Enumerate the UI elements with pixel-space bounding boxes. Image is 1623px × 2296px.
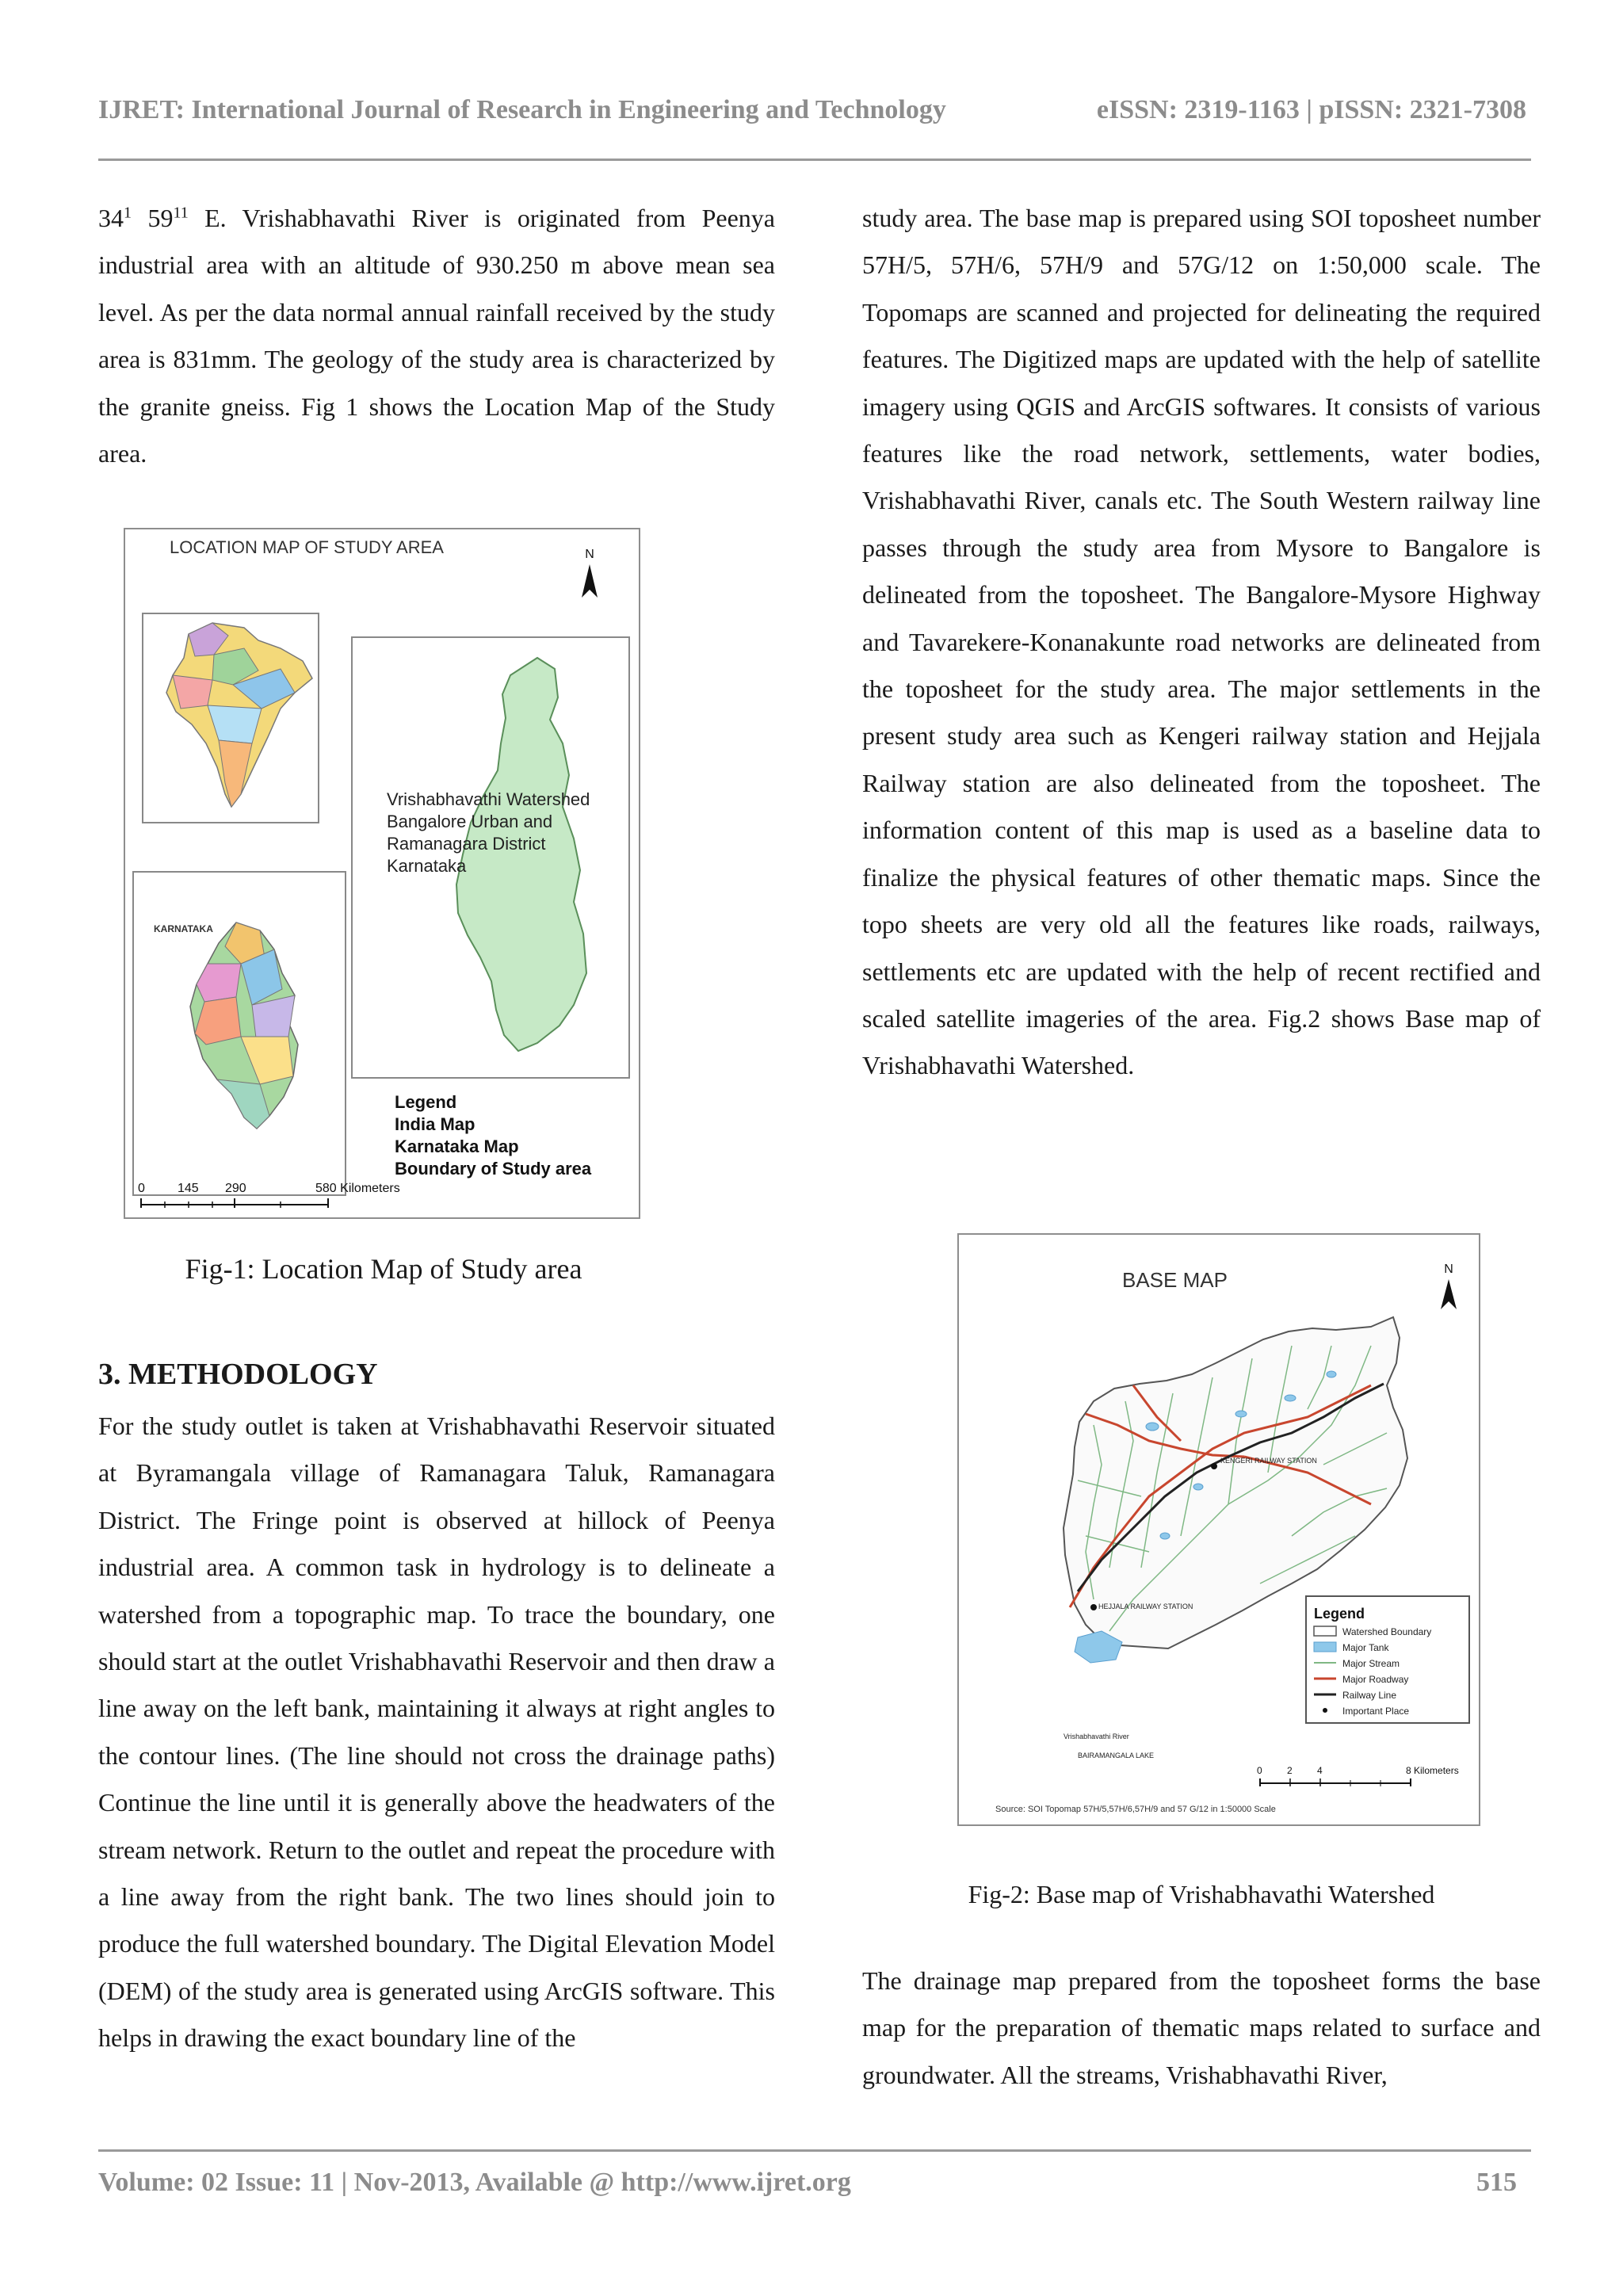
left-intro-paragraph: [98, 195, 775, 477]
coord-minute-sup: 11: [173, 204, 189, 222]
river-label: Vrishabhavathi River: [1064, 1733, 1129, 1740]
running-header: [98, 95, 1526, 139]
fig1-legend-india: India Map: [395, 1114, 475, 1134]
svg-text:0: 0: [138, 1182, 145, 1195]
kengeri-station-label: KENGERI RAILWAY STATION: [1220, 1457, 1317, 1465]
legend-important-place: Important Place: [1342, 1706, 1410, 1717]
figure-2-caption: Fig-2: Base map of Vrishabhavathi Watershed: [968, 1880, 1435, 1908]
figure-2-base-map: [957, 1233, 1480, 1826]
location-map-title: LOCATION MAP OF STUDY AREA: [170, 537, 444, 557]
coord-minute: 59: [147, 204, 174, 232]
legend-major-tank: Major Tank: [1342, 1642, 1389, 1653]
watershed-label-line-3: Ramanagara District: [387, 834, 546, 854]
right-paragraph-2: [862, 1958, 1541, 2099]
footer-rule: [98, 2149, 1531, 2152]
fig2-scale-bar: [1257, 1765, 1459, 1786]
svg-text:290: 290: [225, 1182, 246, 1195]
volume-info: Volume: 02 Issue: 11 | Nov-2013, Available @ http://www.ijret.org: [98, 2168, 851, 2197]
watershed-label-line-1: Vrishabhavathi Watershed: [387, 789, 590, 809]
base-map-graphic: [959, 1235, 1479, 1824]
base-map-title: BASE MAP: [1122, 1268, 1228, 1292]
journal-title: IJRET: International Journal of Research in Engineering and Technology: [98, 95, 946, 124]
svg-text:N: N: [585, 548, 594, 561]
svg-text:0: 0: [1257, 1765, 1262, 1776]
legend-watershed-boundary: Watershed Boundary: [1342, 1626, 1432, 1637]
location-map-graphic: [125, 529, 639, 1217]
fig2-legend: [1306, 1596, 1469, 1723]
kengeri-station-marker: [1211, 1463, 1217, 1469]
page-number: 515: [1476, 2168, 1517, 2197]
svg-text:8 Kilometers: 8 Kilometers: [1406, 1765, 1459, 1776]
base-map-description: study area. The base map is prepared using SOI toposheet number 57H/5, 57H/6, 57H/9 and 57G/12 on 1:50,000 scale. The Topomaps are scanned and projected for delineating the required features. The Digitized maps are updated with the help of satellite imagery using QGIS and ArcGIS softwares. It consists of various features like the road network, settlements, water bodies, Vrishabhavathi River, canals etc. The South Western railway line passes through the study area from Mysore to Bangalore is delineated from the toposheet. The Bangalore-Mysore Highway and Tavarekere-Konanakunte road networks are delineated from the toposheet for the study area. The major settlements in the present study area such as Kengeri railway station and Hejjala Railway station are also delineated from the toposheet. The information content of this map is used as a baseline data to finalize the physical features of other thematic maps. Since the topo sheets are very old all the features like roads, railways, settlements etc are updated with the help of recent rectified and scaled satellite imageries of the area. Fig.2 shows Base map of Vrishabhavathi Watershed.: [862, 204, 1541, 1080]
fig1-legend-boundary: Boundary of Study area: [395, 1159, 592, 1179]
legend-major-stream: Major Stream: [1342, 1658, 1400, 1669]
fig1-legend-title: Legend: [395, 1092, 457, 1112]
hejjala-station-marker: [1090, 1604, 1097, 1610]
svg-text:N: N: [1444, 1263, 1453, 1276]
figure-1-location-map: [124, 528, 640, 1219]
figure-1-caption: Fig-1: Location Map of Study area: [185, 1253, 582, 1285]
bairamangala-label: BAIRAMANGALA LAKE: [1078, 1752, 1155, 1759]
north-arrow-icon: [582, 548, 598, 598]
issn-text: eISSN: 2319-1163 | pISSN: 2321-7308: [1096, 95, 1526, 124]
page-footer: [98, 2168, 1517, 2207]
karnataka-label: KARNATAKA: [154, 923, 213, 934]
svg-text:580 Kilometers: 580 Kilometers: [315, 1182, 400, 1195]
svg-text:145: 145: [178, 1182, 199, 1195]
coord-degree: 34: [98, 204, 124, 232]
methodology-text: For the study outlet is taken at Vrishabhavathi Reservoir situated at Byramangala village of Ramanagara Taluk, Ramanagara District. The Fringe point is observed at hillock of Peenya industrial area. A common task in hydrology is to delineate a watershed from a topographic map. To trace the boundary, one should start at the outlet Vrishabhavathi Reservoir and then draw a line away on the left bank, maintaining it always at right angles to the contour lines. (The line should not cross the drainage paths) Continue the line until it is generally above the headwaters of the stream network. Return to the outlet and repeat the procedure with a line away from the right bank. The two lines should join to produce the full watershed boundary. The Digital Elevation Model (DEM) of the study area is generated using ArcGIS software. This helps in drawing the exact boundary line of the: [98, 1412, 775, 2053]
fig2-source: Source: SOI Topomap 57H/5,57H/6,57H/9 and 57 G/12 in 1:50000 Scale: [995, 1805, 1276, 1814]
north-arrow-icon: [1441, 1263, 1457, 1309]
coord-degree-sup: 1: [124, 204, 132, 222]
svg-text:2: 2: [1287, 1765, 1293, 1776]
methodology-heading: 3. METHODOLOGY: [98, 1358, 378, 1391]
hejjala-station-label: HEJJALA RAILWAY STATION: [1098, 1603, 1193, 1610]
fig1-legend-karnataka: Karnataka Map: [395, 1137, 519, 1156]
fig2-legend-title: Legend: [1314, 1606, 1365, 1622]
intro-text: E. Vrishabhavathi River is originated from Peenya industrial area with an altitude of 930.250 m above mean sea level. As per the data normal annual rainfall received by the study area is 831mm. The geology of the study area is characterized by the granite gneiss. Fig 1 shows the Location Map of the Study area.: [98, 204, 776, 468]
watershed-label-line-2: Bangalore Urban and: [387, 812, 553, 831]
drainage-map-text: The drainage map prepared from the toposheet forms the base map for the preparation of thematic maps related to surface and groundwater. All the streams, Vrishabhavathi River,: [862, 1966, 1541, 2089]
watershed-label-line-4: Karnataka: [387, 856, 467, 876]
svg-text:4: 4: [1317, 1765, 1323, 1776]
methodology-paragraph: [98, 1403, 775, 2062]
right-paragraph-1: [862, 195, 1541, 1090]
header-rule: [98, 159, 1531, 161]
legend-major-roadway: Major Roadway: [1342, 1674, 1409, 1685]
legend-railway-line: Railway Line: [1342, 1690, 1397, 1701]
